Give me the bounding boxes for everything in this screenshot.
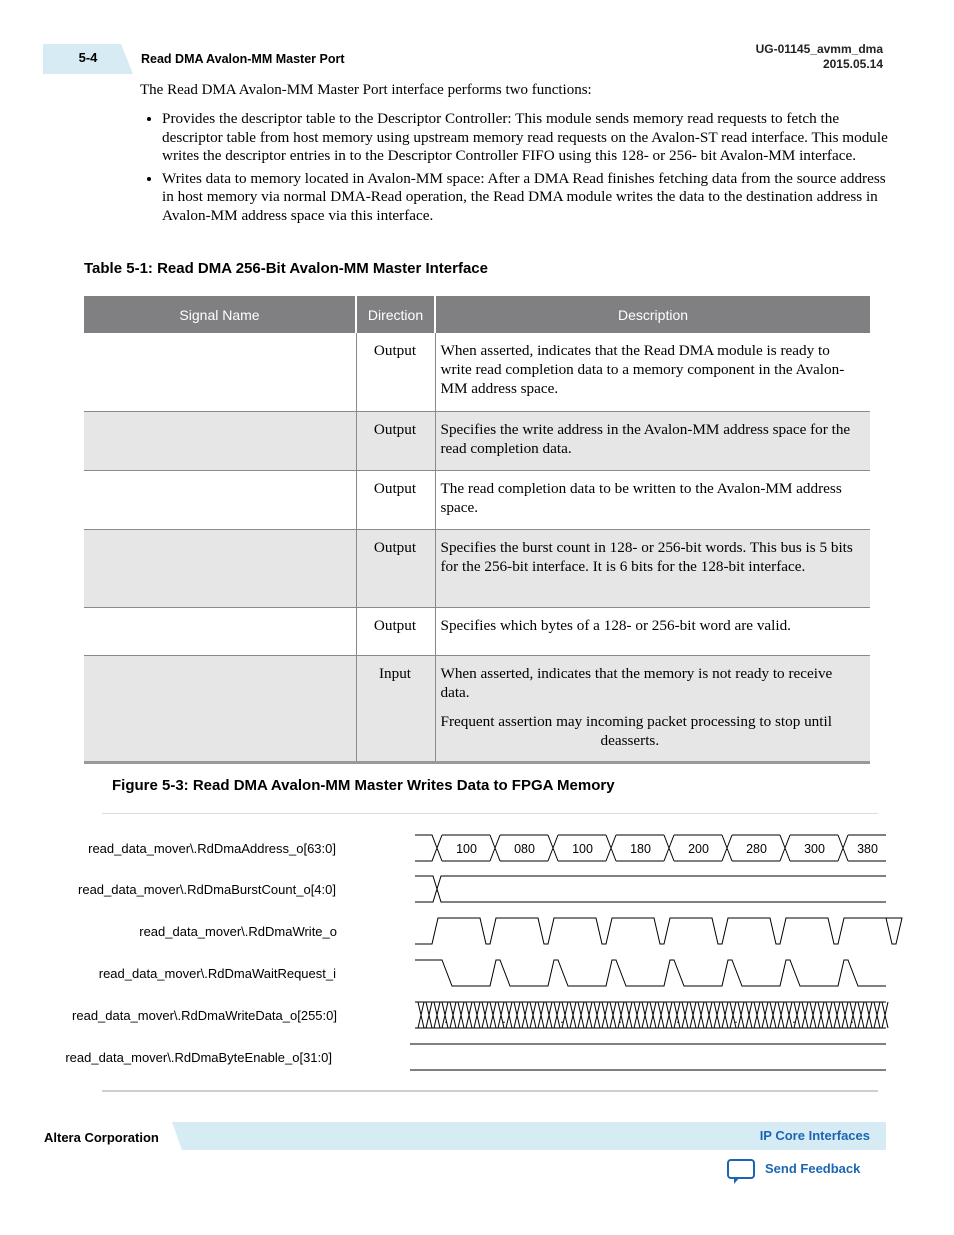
address-value: 100 — [456, 842, 477, 856]
signal-cell — [84, 470, 356, 529]
send-feedback-icon[interactable] — [726, 1158, 756, 1186]
signal-label: read_data_mover\.RdDmaAddress_o[63:0] — [88, 841, 336, 856]
doc-id — [756, 42, 883, 72]
write-data-value: . — [560, 1012, 564, 1026]
description-note-start: Frequent assertion may incoming packet processing to stop until — [440, 712, 832, 730]
table-row — [84, 655, 870, 762]
direction-cell: Output — [356, 607, 435, 655]
address-value: 180 — [630, 842, 651, 856]
function-item-write-data: • Writes data to memory located in Avalon-MM space: After a DMA Read finishes fetching data from the source address in host memory via normal DMA-Read operation, the Read DMA module writes the data to the destination address in Avalon-MM address space via this interface. — [162, 170, 897, 226]
footer-company: Altera Corporation — [44, 1130, 159, 1145]
function-list — [140, 110, 897, 229]
address-value: 280 — [746, 842, 767, 856]
table-header-row — [84, 296, 870, 333]
col-header-signal: Signal Name — [84, 296, 356, 333]
table-row — [84, 607, 870, 655]
address-value: 200 — [688, 842, 709, 856]
description-cell: Specifies the write address in the Avalon-MM address space for the read completion data. — [435, 411, 870, 470]
wait-request-trace — [415, 960, 886, 986]
signal-cell — [84, 607, 356, 655]
description-cell — [435, 655, 870, 762]
write-data-value: . — [444, 1012, 448, 1026]
signal-table — [84, 296, 870, 764]
doc-id-number: UG-01145_avmm_dma — [755, 42, 883, 56]
direction-cell: Output — [356, 411, 435, 470]
address-value: 100 — [572, 842, 593, 856]
description-cell: When asserted, indicates that the Read DMA module is ready to write read completion data to a memory component in the Avalon-MM address space. — [435, 333, 870, 411]
write-data-value: . — [850, 1012, 854, 1026]
address-value: 080 — [514, 842, 535, 856]
address-bus-trace — [415, 835, 886, 861]
address-value: 380 — [857, 842, 878, 856]
table-row — [84, 411, 870, 470]
col-header-description: Description — [435, 296, 870, 333]
signal-label: read_data_mover\.RdDmaByteEnable_o[31:0] — [65, 1050, 332, 1065]
burst-count-trace — [415, 876, 886, 902]
write-data-value: . — [792, 1012, 796, 1026]
function-item-descriptor: • Provides the descriptor table to the Descriptor Controller: This module sends memory read requests to fetch the descriptor table from host memory using upstream memory read requests on the Avalon-ST read interface. This module writes the descriptor entries in to the Descriptor Controller FIFO using this 128- or 256- bit Avalon-MM interface. — [162, 110, 897, 166]
send-feedback-link[interactable]: Send Feedback — [765, 1161, 861, 1176]
doc-date: 2015.05.14 — [822, 57, 883, 71]
signal-cell — [84, 529, 356, 607]
write-strobe-trace — [415, 918, 902, 944]
description-cell: The read completion data to be written to the Avalon-MM address space. — [435, 470, 870, 529]
signal-label: read_data_mover\.RdDmaWriteData_o[255:0] — [72, 1008, 337, 1023]
description-text: When asserted, indicates that the memory is not ready to receive data. — [440, 664, 833, 701]
figure-bottom-rule — [102, 1090, 878, 1092]
write-data-trace — [415, 1002, 888, 1028]
col-header-direction: Direction — [356, 296, 435, 333]
address-value: 300 — [804, 842, 825, 856]
intro-paragraph: The Read DMA Avalon-MM Master Port interface performs two functions: — [140, 82, 592, 98]
signal-cell — [84, 411, 356, 470]
write-data-value: . — [734, 1012, 738, 1026]
write-data-value: . — [676, 1012, 680, 1026]
direction-cell: Output — [356, 529, 435, 607]
description-cell: Specifies which bytes of a 128- or 256-bit word are valid. — [435, 607, 870, 655]
figure-top-rule — [102, 813, 878, 814]
figure-title: Figure 5-3: Read DMA Avalon-MM Master Writes Data to FPGA Memory — [112, 777, 615, 794]
signal-cell — [84, 333, 356, 411]
signal-label: read_data_mover\.RdDmaBurstCount_o[4:0] — [78, 882, 336, 897]
direction-cell: Input — [356, 655, 435, 762]
direction-cell: Output — [356, 333, 435, 411]
page-number: 5-4 — [78, 50, 98, 65]
signal-cell — [84, 655, 356, 762]
table-row — [84, 333, 870, 411]
table-row — [84, 529, 870, 607]
description-cell: Specifies the burst count in 128- or 256-bit words. This bus is 5 bits for the 256-bit interface. It is 6 bits for the 128-bit interface. — [435, 529, 870, 607]
write-data-value: . — [618, 1012, 622, 1026]
byte-enable-trace — [410, 1044, 886, 1070]
direction-cell: Output — [356, 470, 435, 529]
description-note-end: deasserts. — [600, 731, 660, 749]
table-row — [84, 470, 870, 529]
signal-label: read_data_mover\.RdDmaWaitRequest_i — [98, 966, 336, 981]
footer-section-link[interactable]: IP Core Interfaces — [759, 1128, 870, 1143]
description-note — [441, 712, 865, 750]
write-data-value: . — [502, 1012, 506, 1026]
table-title: Table 5-1: Read DMA 256-Bit Avalon-MM Master Interface — [84, 260, 488, 277]
signal-label: read_data_mover\.RdDmaWrite_o — [139, 924, 337, 939]
header-section-title: Read DMA Avalon-MM Master Port — [141, 52, 345, 66]
